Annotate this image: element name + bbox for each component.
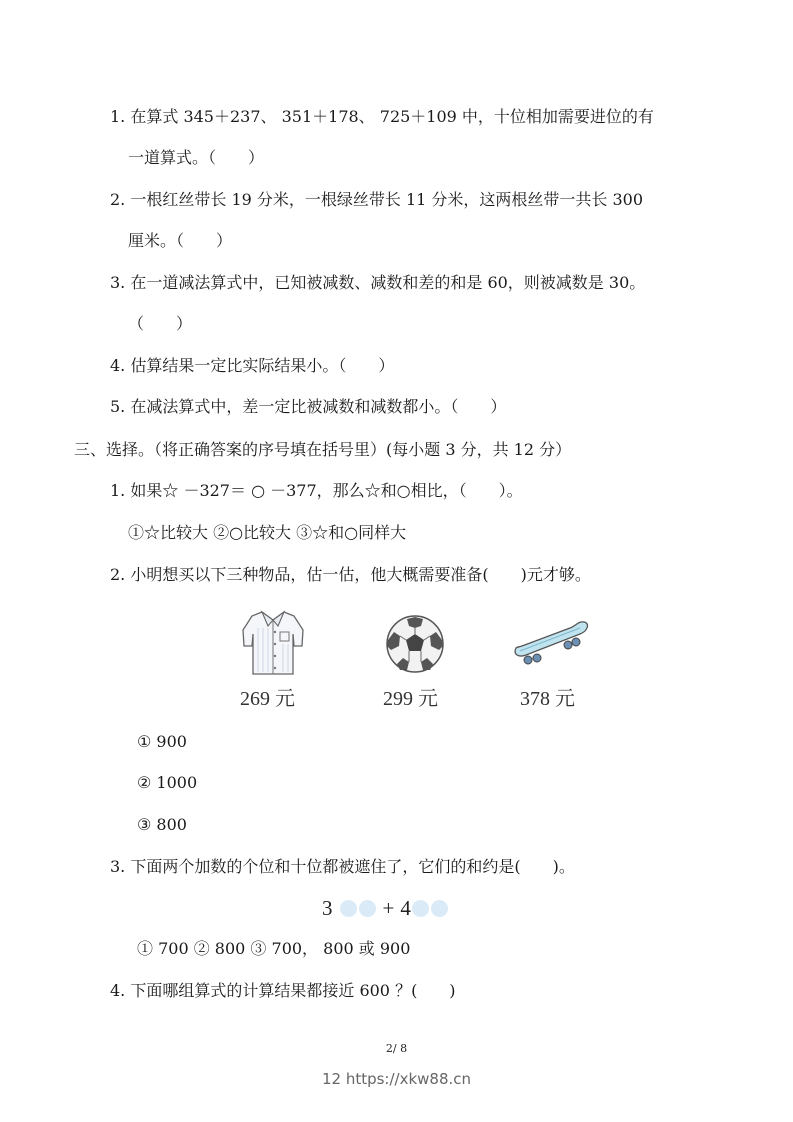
skateboard-price: 378 元: [520, 688, 575, 710]
footer-url[interactable]: 12 https://xkw88.cn: [321, 1070, 472, 1088]
eq-right-digit: 4: [400, 895, 411, 920]
choice-q1: 1. 如果☆ －327＝ ○ －377，那么☆和○相比，（ ）。: [110, 481, 523, 500]
mask-dot: [359, 900, 376, 917]
judge-q3-line1: 3. 在一道减法算式中，已知被减数、减数和差的和是 60，则被减数是 30。: [110, 273, 646, 292]
choice-q2-option-3: ③ 800: [137, 815, 187, 834]
masked-addition: [322, 896, 449, 920]
choice-q3-options: ① 700 ② 800 ③ 700， 800 或 900: [137, 939, 411, 958]
soccer-ball-icon: [385, 614, 445, 674]
eq-left-digit: 3: [322, 895, 333, 920]
judge-q2-line1: 2. 一根红丝带长 19 分米，一根绿丝带长 11 分米，这两根丝带一共长 300: [110, 190, 644, 209]
mask-dot: [431, 900, 448, 917]
mask-dot: [340, 900, 357, 917]
shirt-icon: [240, 608, 306, 678]
judge-q1-line2: 一道算式。（ ）: [128, 148, 265, 167]
choice-q2-option-1: ① 900: [137, 732, 187, 751]
judge-q2-line2: 厘米。（ ）: [128, 231, 233, 250]
judge-q3-line2: （ ）: [128, 314, 193, 333]
choice-q3: 3. 下面两个加数的个位和十位都被遮住了，它们的和约是( )。: [110, 857, 575, 876]
judge-q4: 4. 估算结果一定比实际结果小。（ ）: [110, 356, 395, 375]
section-3-title: 三、选择。（将正确答案的序号填在括号里）(每小题 3 分，共 12 分）: [74, 440, 572, 459]
choice-q1-options: ①☆比较大 ②○比较大 ③☆和○同样大: [128, 523, 407, 542]
page-number: 2/ 8: [385, 1042, 408, 1055]
judge-q5: 5. 在减法算式中，差一定比被减数和减数都小。（ ）: [110, 397, 507, 416]
skateboard-icon: [510, 618, 592, 668]
choice-q2-option-2: ② 1000: [137, 773, 198, 792]
eq-plus: +: [382, 895, 395, 920]
choice-q2: 2. 小明想买以下三种物品，估一估，他大概需要准备( )元才够。: [110, 565, 591, 584]
choice-q4: 4. 下面哪组算式的计算结果都接近 600 ？( ): [110, 981, 456, 1000]
judge-q1-line1: 1. 在算式 345＋237、 351＋178、 725＋109 中，十位相加需要进位的有: [110, 107, 654, 126]
shirt-price: 269 元: [240, 688, 295, 710]
ball-price: 299 元: [383, 688, 438, 710]
mask-dot: [412, 900, 429, 917]
